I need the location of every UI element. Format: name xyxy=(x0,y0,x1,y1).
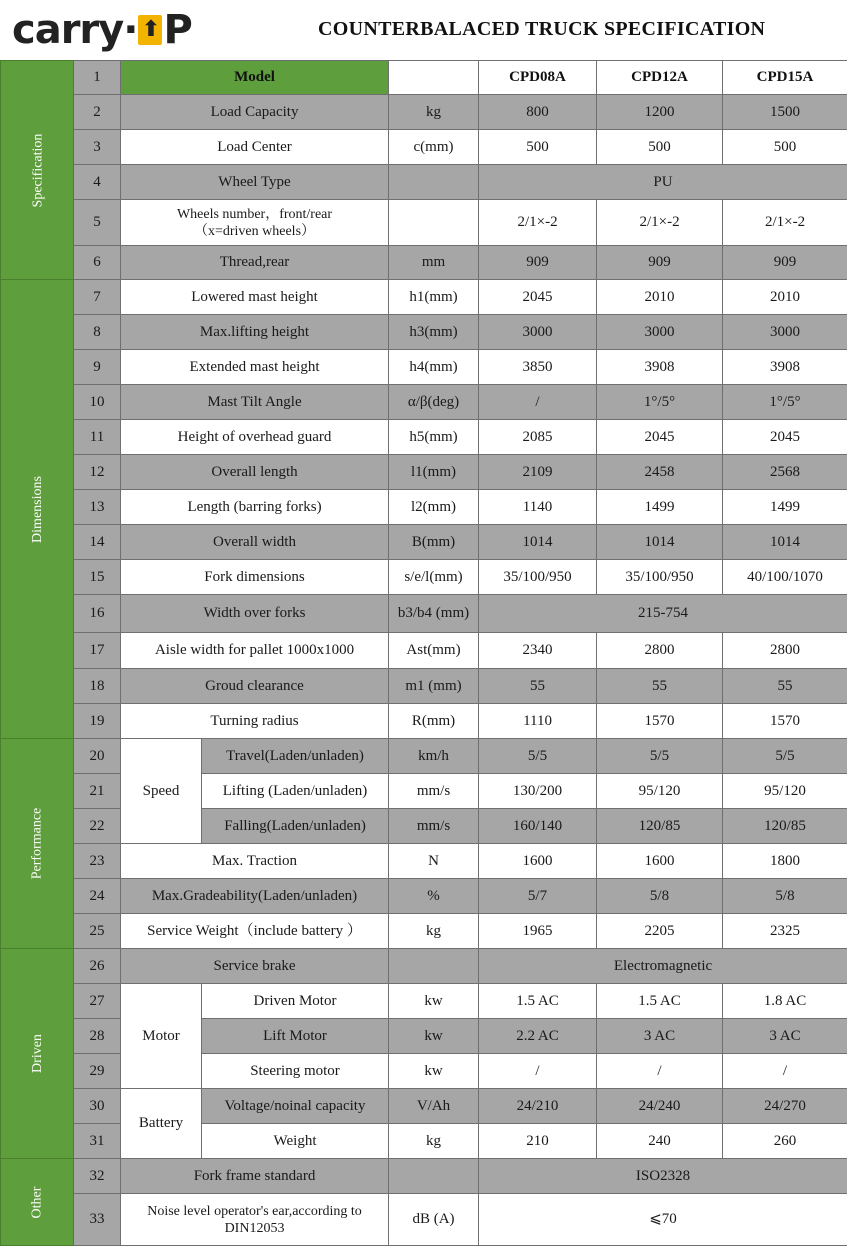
row-label xyxy=(121,200,389,246)
row-value-c: 120/85 xyxy=(723,809,847,844)
row-value-b: 1°/5° xyxy=(597,385,723,420)
row-unit: B(mm) xyxy=(389,525,479,560)
row-label: Width over forks xyxy=(121,595,389,633)
row-value-b: 2/1×-2 xyxy=(597,200,723,246)
row-number: 15 xyxy=(74,560,121,595)
row-unit: kw xyxy=(389,1054,479,1089)
row-value-a: CPD08A xyxy=(479,61,597,95)
row-label: Aisle width for pallet 1000x1000 xyxy=(121,633,389,669)
row-value-a: 1014 xyxy=(479,525,597,560)
row-label-line2: DIN12053 xyxy=(224,1220,285,1236)
row-value-c: 40/100/1070 xyxy=(723,560,847,595)
row-unit: c(mm) xyxy=(389,130,479,165)
row-value-c: 1570 xyxy=(723,704,847,739)
row-number: 18 xyxy=(74,669,121,704)
row-label: Overall width xyxy=(121,525,389,560)
row-number: 17 xyxy=(74,633,121,669)
row-label: Fork frame standard xyxy=(121,1159,389,1194)
row-value-c: 1.8 AC xyxy=(723,984,847,1019)
table-row xyxy=(1,704,847,739)
row-value-b: 909 xyxy=(597,246,723,280)
row-value-c: 3908 xyxy=(723,350,847,385)
row-unit: km/h xyxy=(389,739,479,774)
group-label-battery: Battery xyxy=(121,1089,202,1159)
row-value-b: 3908 xyxy=(597,350,723,385)
logo-text-left: carry· xyxy=(12,7,138,53)
section-label-text: Specification xyxy=(30,133,46,207)
row-label: Lowered mast height xyxy=(121,280,389,315)
row-number: 4 xyxy=(74,165,121,200)
row-number: 13 xyxy=(74,490,121,525)
row-value-a: 24/210 xyxy=(479,1089,597,1124)
row-label: Service Weight（include battery ） xyxy=(121,914,389,949)
table-row xyxy=(1,1159,847,1194)
up-arrow-icon: ⬆ xyxy=(138,15,162,45)
row-value-c: 500 xyxy=(723,130,847,165)
section-label-text: Dimensions xyxy=(29,475,45,543)
row-value-b: 3 AC xyxy=(597,1019,723,1054)
table-row xyxy=(1,350,847,385)
row-value-b: 95/120 xyxy=(597,774,723,809)
section-label-text: Driven xyxy=(29,1034,45,1073)
row-value-c: 95/120 xyxy=(723,774,847,809)
row-label: Max. Traction xyxy=(121,844,389,879)
table-row xyxy=(1,739,847,774)
row-value-a: 800 xyxy=(479,95,597,130)
row-label: Height of overhead guard xyxy=(121,420,389,455)
row-label: Lifting (Laden/unladen) xyxy=(202,774,389,809)
row-number: 12 xyxy=(74,455,121,490)
row-number: 5 xyxy=(74,200,121,246)
row-value-b: 240 xyxy=(597,1124,723,1159)
table-row xyxy=(1,165,847,200)
section-label-other xyxy=(1,1159,74,1246)
row-label: Weight xyxy=(202,1124,389,1159)
row-number: 6 xyxy=(74,246,121,280)
row-value-a: 2109 xyxy=(479,455,597,490)
row-value-c: 2325 xyxy=(723,914,847,949)
row-value-c: / xyxy=(723,1054,847,1089)
row-unit: kw xyxy=(389,1019,479,1054)
row-label: Wheel Type xyxy=(121,165,389,200)
row-value-c: 2010 xyxy=(723,280,847,315)
row-unit: kw xyxy=(389,984,479,1019)
row-value-c: 2/1×-2 xyxy=(723,200,847,246)
row-value-all-models: ISO2328 xyxy=(479,1159,847,1194)
row-number: 7 xyxy=(74,280,121,315)
row-value-a: 5/5 xyxy=(479,739,597,774)
table-row xyxy=(1,130,847,165)
section-label-dimensions xyxy=(1,280,74,739)
row-value-c: CPD15A xyxy=(723,61,847,95)
table-row xyxy=(1,61,847,95)
row-label: Thread,rear xyxy=(121,246,389,280)
row-label: Load Capacity xyxy=(121,95,389,130)
row-value-a: 3000 xyxy=(479,315,597,350)
row-value-b: 2458 xyxy=(597,455,723,490)
row-value-c: 5/5 xyxy=(723,739,847,774)
table-row xyxy=(1,385,847,420)
row-value-all-models: 215-754 xyxy=(479,595,847,633)
row-number: 29 xyxy=(74,1054,121,1089)
row-value-b: 2010 xyxy=(597,280,723,315)
row-label: Length (barring forks) xyxy=(121,490,389,525)
section-label-text: Performance xyxy=(29,807,45,880)
row-value-a: 2085 xyxy=(479,420,597,455)
table-row xyxy=(1,280,847,315)
row-value-c: 260 xyxy=(723,1124,847,1159)
row-value-c: 2800 xyxy=(723,633,847,669)
row-value-c: 5/8 xyxy=(723,879,847,914)
row-value-b: 1570 xyxy=(597,704,723,739)
row-label: Voltage/noinal capacity xyxy=(202,1089,389,1124)
row-label: Driven Motor xyxy=(202,984,389,1019)
row-label: Falling(Laden/unladen) xyxy=(202,809,389,844)
row-number: 2 xyxy=(74,95,121,130)
row-value-b: 35/100/950 xyxy=(597,560,723,595)
row-unit: s/e/l(mm) xyxy=(389,560,479,595)
row-value-a: / xyxy=(479,1054,597,1089)
row-value-a: 2045 xyxy=(479,280,597,315)
row-label xyxy=(121,1194,389,1246)
row-value-c: 1499 xyxy=(723,490,847,525)
row-number: 22 xyxy=(74,809,121,844)
row-label: Extended mast height xyxy=(121,350,389,385)
table-row xyxy=(1,420,847,455)
row-value-b: 1499 xyxy=(597,490,723,525)
row-number: 8 xyxy=(74,315,121,350)
table-row xyxy=(1,879,847,914)
row-number: 9 xyxy=(74,350,121,385)
row-value-c: 1014 xyxy=(723,525,847,560)
row-value-c: 2568 xyxy=(723,455,847,490)
row-unit: l1(mm) xyxy=(389,455,479,490)
row-value-c: 24/270 xyxy=(723,1089,847,1124)
row-label: Overall length xyxy=(121,455,389,490)
row-number: 14 xyxy=(74,525,121,560)
row-value-all-models: ⩽70 xyxy=(479,1194,847,1246)
group-label-motor: Motor xyxy=(121,984,202,1089)
row-value-all-models: Electromagnetic xyxy=(479,949,847,984)
row-value-b: 2045 xyxy=(597,420,723,455)
row-value-b: 5/8 xyxy=(597,879,723,914)
row-value-a: 210 xyxy=(479,1124,597,1159)
row-label-line1: Noise level operator's ear,according to xyxy=(147,1203,362,1219)
row-unit: Ast(mm) xyxy=(389,633,479,669)
row-unit: h1(mm) xyxy=(389,280,479,315)
row-value-c: 1800 xyxy=(723,844,847,879)
table-row xyxy=(1,669,847,704)
row-value-b: 2205 xyxy=(597,914,723,949)
row-value-a: 1.5 AC xyxy=(479,984,597,1019)
row-value-b: 1200 xyxy=(597,95,723,130)
row-label-line1: Wheels number，front/rear xyxy=(176,206,333,222)
row-unit: % xyxy=(389,879,479,914)
table-row xyxy=(1,844,847,879)
row-value-b: CPD12A xyxy=(597,61,723,95)
row-value-c: 1°/5° xyxy=(723,385,847,420)
table-row xyxy=(1,1194,847,1246)
section-label-driven xyxy=(1,949,74,1159)
row-label-line2: （x=driven wheels） xyxy=(193,223,316,239)
row-value-c: 1500 xyxy=(723,95,847,130)
row-label: Turning radius xyxy=(121,704,389,739)
row-number: 31 xyxy=(74,1124,121,1159)
row-value-a: 1600 xyxy=(479,844,597,879)
row-number: 16 xyxy=(74,595,121,633)
row-number: 30 xyxy=(74,1089,121,1124)
row-unit: h4(mm) xyxy=(389,350,479,385)
row-unit: kg xyxy=(389,95,479,130)
row-unit xyxy=(389,949,479,984)
row-number: 27 xyxy=(74,984,121,1019)
row-value-b: 120/85 xyxy=(597,809,723,844)
row-unit xyxy=(389,200,479,246)
row-number: 33 xyxy=(74,1194,121,1246)
table-row xyxy=(1,984,847,1019)
row-number: 3 xyxy=(74,130,121,165)
row-value-a: 500 xyxy=(479,130,597,165)
row-value-b: 1.5 AC xyxy=(597,984,723,1019)
row-value-b: 2800 xyxy=(597,633,723,669)
row-unit: mm/s xyxy=(389,774,479,809)
row-unit: b3/b4 (mm) xyxy=(389,595,479,633)
brand-logo xyxy=(12,6,192,54)
row-value-a: 1965 xyxy=(479,914,597,949)
row-value-b: / xyxy=(597,1054,723,1089)
row-unit: kg xyxy=(389,914,479,949)
row-value-all-models: PU xyxy=(479,165,847,200)
row-value-a: 3850 xyxy=(479,350,597,385)
row-label: Load Center xyxy=(121,130,389,165)
row-number: 1 xyxy=(74,61,121,95)
row-label: Max.lifting height xyxy=(121,315,389,350)
row-unit: dB (A) xyxy=(389,1194,479,1246)
section-label-specification xyxy=(1,61,74,280)
row-number: 19 xyxy=(74,704,121,739)
row-label: Steering motor xyxy=(202,1054,389,1089)
row-value-a: 1140 xyxy=(479,490,597,525)
row-value-a: 2340 xyxy=(479,633,597,669)
section-label-performance xyxy=(1,739,74,949)
table-row xyxy=(1,455,847,490)
row-unit: mm/s xyxy=(389,809,479,844)
table-row xyxy=(1,1089,847,1124)
table-row xyxy=(1,95,847,130)
row-label: Model xyxy=(121,61,389,95)
table-row xyxy=(1,560,847,595)
row-value-b: 3000 xyxy=(597,315,723,350)
group-label-speed: Speed xyxy=(121,739,202,844)
row-value-c: 2045 xyxy=(723,420,847,455)
table-row xyxy=(1,200,847,246)
row-number: 28 xyxy=(74,1019,121,1054)
row-value-b: 1600 xyxy=(597,844,723,879)
row-label: Fork dimensions xyxy=(121,560,389,595)
section-label-text: Other xyxy=(29,1186,45,1218)
row-value-a: 35/100/950 xyxy=(479,560,597,595)
row-unit: kg xyxy=(389,1124,479,1159)
row-label: Lift Motor xyxy=(202,1019,389,1054)
row-unit: h3(mm) xyxy=(389,315,479,350)
row-value-c: 3000 xyxy=(723,315,847,350)
row-unit: l2(mm) xyxy=(389,490,479,525)
row-label: Travel(Laden/unladen) xyxy=(202,739,389,774)
spec-table xyxy=(0,60,847,1246)
row-label: Groud clearance xyxy=(121,669,389,704)
row-unit xyxy=(389,165,479,200)
row-value-b: 24/240 xyxy=(597,1089,723,1124)
row-number: 10 xyxy=(74,385,121,420)
row-unit xyxy=(389,61,479,95)
row-value-a: 2/1×-2 xyxy=(479,200,597,246)
table-row xyxy=(1,246,847,280)
row-value-a: 2.2 AC xyxy=(479,1019,597,1054)
row-number: 11 xyxy=(74,420,121,455)
table-row xyxy=(1,633,847,669)
row-value-b: 1014 xyxy=(597,525,723,560)
table-row xyxy=(1,914,847,949)
table-row xyxy=(1,595,847,633)
row-number: 26 xyxy=(74,949,121,984)
row-unit: V/Ah xyxy=(389,1089,479,1124)
row-value-a: / xyxy=(479,385,597,420)
logo-text-right: P xyxy=(163,7,192,53)
row-value-c: 55 xyxy=(723,669,847,704)
row-number: 20 xyxy=(74,739,121,774)
row-number: 23 xyxy=(74,844,121,879)
row-label: Mast Tilt Angle xyxy=(121,385,389,420)
row-value-a: 5/7 xyxy=(479,879,597,914)
row-unit: mm xyxy=(389,246,479,280)
table-row xyxy=(1,315,847,350)
row-value-b: 500 xyxy=(597,130,723,165)
row-value-c: 909 xyxy=(723,246,847,280)
row-value-a: 1110 xyxy=(479,704,597,739)
row-value-a: 160/140 xyxy=(479,809,597,844)
row-unit: N xyxy=(389,844,479,879)
row-unit xyxy=(389,1159,479,1194)
row-value-b: 55 xyxy=(597,669,723,704)
row-value-a: 55 xyxy=(479,669,597,704)
row-number: 25 xyxy=(74,914,121,949)
table-row xyxy=(1,949,847,984)
row-unit: m1 (mm) xyxy=(389,669,479,704)
row-value-a: 130/200 xyxy=(479,774,597,809)
table-row xyxy=(1,525,847,560)
header xyxy=(0,0,847,60)
row-label: Max.Gradeability(Laden/unladen) xyxy=(121,879,389,914)
row-value-a: 909 xyxy=(479,246,597,280)
row-number: 24 xyxy=(74,879,121,914)
row-unit: α/β(deg) xyxy=(389,385,479,420)
row-label: Service brake xyxy=(121,949,389,984)
row-unit: R(mm) xyxy=(389,704,479,739)
row-number: 32 xyxy=(74,1159,121,1194)
table-row xyxy=(1,490,847,525)
row-number: 21 xyxy=(74,774,121,809)
row-value-c: 3 AC xyxy=(723,1019,847,1054)
row-value-b: 5/5 xyxy=(597,739,723,774)
row-unit: h5(mm) xyxy=(389,420,479,455)
page-title: COUNTERBALACED TRUCK SPECIFICATION xyxy=(318,18,766,40)
